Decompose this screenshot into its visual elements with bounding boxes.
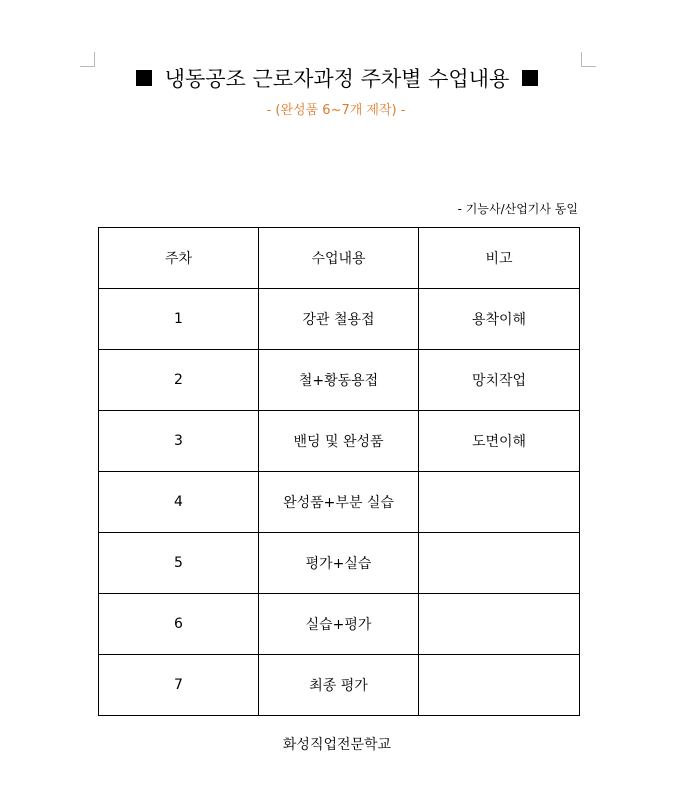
cell-remark — [419, 655, 580, 716]
cell-remark — [419, 472, 580, 533]
qualification-note: - 기능사/산업기사 동일 — [457, 202, 578, 216]
cell-week: 5 — [99, 533, 259, 594]
cell-week: 2 — [99, 350, 259, 411]
header-remark: 비고 — [419, 228, 580, 289]
cell-content: 철+황동용접 — [259, 350, 419, 411]
table-row — [99, 350, 580, 411]
cell-week: 1 — [99, 289, 259, 350]
black-square-icon — [522, 70, 538, 86]
cell-content: 평가+실습 — [259, 533, 419, 594]
black-square-icon — [136, 70, 152, 86]
cell-content: 최종 평가 — [259, 655, 419, 716]
weekly-schedule-table — [98, 227, 580, 716]
school-name-footer: 화성직업전문학교 — [282, 737, 392, 753]
cell-remark — [419, 533, 580, 594]
table-header-row — [99, 228, 580, 289]
table-row — [99, 594, 580, 655]
table-row — [99, 289, 580, 350]
table-row — [99, 411, 580, 472]
table-row — [99, 472, 580, 533]
cell-content: 강관 철용접 — [259, 289, 419, 350]
table-row — [99, 655, 580, 716]
cell-remark: 망치작업 — [419, 350, 580, 411]
header-content: 수업내용 — [259, 228, 419, 289]
cell-content: 실습+평가 — [259, 594, 419, 655]
cell-content: 완성품+부분 실습 — [259, 472, 419, 533]
table-row — [99, 533, 580, 594]
document-title-text: 냉동공조 근로자과정 주차별 수업내용 — [164, 67, 510, 91]
document-subtitle-text: - (완성품 6~7개 제작) - — [266, 103, 406, 118]
cell-remark — [419, 594, 580, 655]
cell-week: 4 — [99, 472, 259, 533]
header-week: 주차 — [99, 228, 259, 289]
cell-content: 밴딩 및 완성품 — [259, 411, 419, 472]
document-title — [0, 64, 674, 94]
cell-week: 6 — [99, 594, 259, 655]
cell-remark: 용착이해 — [419, 289, 580, 350]
cell-remark: 도면이해 — [419, 411, 580, 472]
document-subtitle — [0, 101, 674, 121]
cell-week: 3 — [99, 411, 259, 472]
cell-week: 7 — [99, 655, 259, 716]
